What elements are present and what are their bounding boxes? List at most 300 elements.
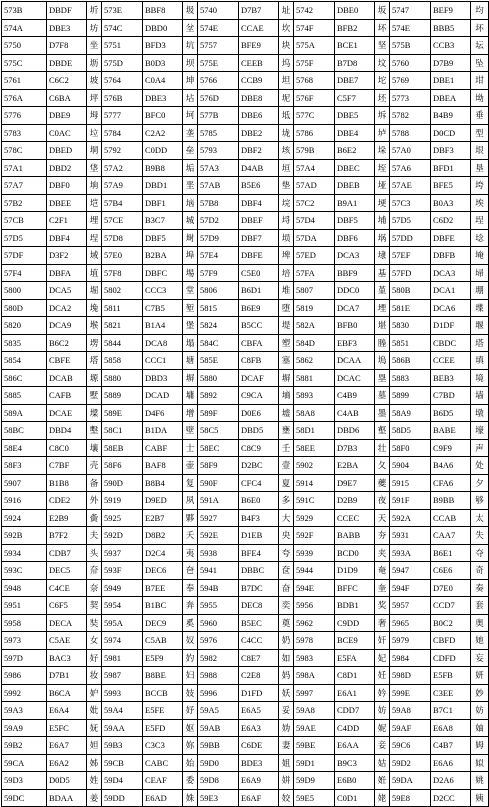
unicode-cell: 59AE (294, 719, 335, 737)
character-cell: 坷 (183, 107, 198, 125)
character-cell: 妫 (279, 719, 294, 737)
unicode-cell: 592E (198, 527, 239, 545)
gb-code-cell: D0E6 (239, 404, 279, 422)
unicode-cell: 58C1 (102, 422, 143, 440)
character-cell: 坚 (375, 37, 390, 55)
gb-code-cell: BCCB (143, 684, 183, 702)
unicode-cell: 573B (2, 2, 47, 20)
unicode-cell: 57A7 (2, 177, 47, 195)
gb-code-cell: BFD1 (431, 159, 471, 177)
gb-code-cell: D1FD (239, 684, 279, 702)
character-cell: 妄 (471, 649, 489, 667)
unicode-cell: 5782 (390, 107, 431, 125)
character-cell: 奄 (375, 562, 390, 580)
unicode-cell: 5916 (2, 492, 47, 510)
character-cell: 埯 (471, 247, 489, 265)
unicode-cell: 593F (102, 562, 143, 580)
gb-code-cell: C6C2 (47, 72, 87, 90)
unicode-cell: 598A (294, 667, 335, 685)
unicode-cell: 57A0 (390, 142, 431, 160)
character-cell: 堇 (375, 282, 390, 300)
table-row (2, 737, 489, 755)
unicode-cell: 59CB (102, 754, 143, 772)
table-row (2, 474, 489, 492)
unicode-cell: 576A (2, 89, 47, 107)
character-cell: 埽 (471, 264, 489, 282)
gb-code-cell: D9E7 (335, 474, 375, 492)
gb-code-cell: B6E9 (239, 299, 279, 317)
character-cell: 奖 (375, 597, 390, 615)
unicode-cell: 57B2 (2, 194, 47, 212)
unicode-cell: 5835 (2, 334, 47, 352)
character-cell: 填 (471, 352, 489, 370)
gb-code-cell: E6A7 (47, 737, 87, 755)
character-cell: 委 (183, 772, 198, 790)
unicode-cell: 5893 (294, 387, 335, 405)
character-cell: 塀 (279, 369, 294, 387)
gb-code-cell: D4F6 (143, 404, 183, 422)
table-row (2, 527, 489, 545)
unicode-cell: 5784 (102, 124, 143, 142)
unicode-cell: 5960 (198, 614, 239, 632)
character-cell: 埘 (183, 229, 198, 247)
unicode-cell: 574F (294, 19, 335, 37)
character-cell: 垮 (471, 177, 489, 195)
table-row (2, 124, 489, 142)
table-row (2, 247, 489, 265)
gb-code-cell: D2B9 (335, 492, 375, 510)
character-cell: 塄 (87, 334, 102, 352)
character-cell: 塁 (375, 369, 390, 387)
gb-code-cell: C2F1 (47, 212, 87, 230)
character-cell: 垲 (87, 194, 102, 212)
character-cell: 妾 (375, 737, 390, 755)
code-table (1, 1, 489, 807)
table-row (2, 422, 489, 440)
character-cell: 塀 (183, 369, 198, 387)
unicode-cell: 59AB (198, 719, 239, 737)
gb-code-cell: D0D5 (47, 772, 87, 790)
table-row (2, 649, 489, 667)
character-cell: 埝 (471, 229, 489, 247)
character-cell: 夜 (375, 492, 390, 510)
unicode-cell: 592B (2, 527, 47, 545)
character-cell: 堪 (375, 317, 390, 335)
gb-code-cell: BEB3 (431, 369, 471, 387)
character-cell: 壹 (279, 457, 294, 475)
table-row (2, 614, 489, 632)
character-cell: 奔 (183, 597, 198, 615)
unicode-cell: 575F (294, 54, 335, 72)
unicode-cell: 5978 (294, 632, 335, 650)
unicode-cell: 57DD (390, 229, 431, 247)
unicode-cell: 5904 (390, 457, 431, 475)
unicode-cell: 57F4 (2, 264, 47, 282)
character-cell: 夸 (279, 544, 294, 562)
table-row (2, 789, 489, 807)
character-cell: 妍 (471, 667, 489, 685)
table-row (2, 457, 489, 475)
unicode-cell: 574E (198, 19, 239, 37)
gb-code-cell: DCA7 (335, 299, 375, 317)
character-cell: 奘 (87, 614, 102, 632)
unicode-cell: 5986 (2, 667, 47, 685)
gb-code-cell: C0AC (47, 124, 87, 142)
gb-code-cell: CABC (143, 754, 183, 772)
character-cell: 坭 (279, 89, 294, 107)
gb-code-cell: D7B9 (431, 54, 471, 72)
gb-code-cell: E6A4 (47, 702, 87, 720)
character-cell: 奚 (183, 614, 198, 632)
gb-code-cell: D7F8 (47, 37, 87, 55)
gb-code-cell: C4B9 (335, 387, 375, 405)
gb-code-cell: CCEC (335, 509, 375, 527)
gb-code-cell: DBF4 (239, 194, 279, 212)
gb-code-cell: B8B4 (143, 474, 183, 492)
gb-code-cell: DBFC (143, 264, 183, 282)
unicode-cell: 57D5 (2, 229, 47, 247)
table-row (2, 72, 489, 90)
unicode-cell: 576F (294, 89, 335, 107)
gb-code-cell: CABF (143, 439, 183, 457)
unicode-cell: 592F (294, 527, 335, 545)
unicode-cell: 57D4 (294, 212, 335, 230)
character-cell: 夭 (183, 527, 198, 545)
unicode-cell: 575C (2, 54, 47, 72)
unicode-cell: 58BC (2, 422, 47, 440)
unicode-cell: 590F (198, 474, 239, 492)
gb-code-cell: D7E0 (431, 579, 471, 597)
unicode-cell: 576D (198, 89, 239, 107)
gb-code-cell: B2BA (143, 247, 183, 265)
gb-code-cell: E6B0 (335, 772, 375, 790)
character-cell: 垅 (279, 124, 294, 142)
gb-code-cell: DBDE (47, 54, 87, 72)
unicode-cell: 5806 (198, 282, 239, 300)
gb-code-cell: DBEA (431, 89, 471, 107)
character-cell: 埙 (279, 229, 294, 247)
character-cell: 埭 (375, 247, 390, 265)
gb-code-cell: C8FB (239, 352, 279, 370)
character-cell: 垧 (87, 177, 102, 195)
gb-code-cell: E5FD (143, 719, 183, 737)
character-cell: 太 (471, 509, 489, 527)
unicode-cell: 5851 (390, 334, 431, 352)
table-row (2, 369, 489, 387)
gb-code-cell: C5E0 (239, 264, 279, 282)
character-cell: 夺 (471, 544, 489, 562)
gb-code-cell: E5F9 (143, 649, 183, 667)
unicode-cell: 5844 (102, 334, 143, 352)
table-row (2, 632, 489, 650)
character-cell: 奁 (279, 562, 294, 580)
unicode-cell: 589A (2, 404, 47, 422)
gb-code-cell: DEC6 (143, 562, 183, 580)
unicode-cell: 57D5 (390, 212, 431, 230)
gb-code-cell: D9ED (143, 492, 183, 510)
gb-code-cell: DBF2 (239, 142, 279, 160)
gb-code-cell: DBD4 (47, 422, 87, 440)
gb-code-cell: BFB0 (335, 317, 375, 335)
character-cell: 奥 (471, 614, 489, 632)
unicode-cell: 58F3 (2, 457, 47, 475)
unicode-cell: 582A (294, 317, 335, 335)
character-cell: 均 (471, 2, 489, 20)
character-cell: 埂 (375, 194, 390, 212)
gb-code-cell: BFB2 (335, 19, 375, 37)
unicode-cell: 57A1 (2, 159, 47, 177)
character-cell: 坏 (471, 19, 489, 37)
gb-code-cell: DCA5 (47, 282, 87, 300)
table-row (2, 579, 489, 597)
gb-code-cell: B6CA (47, 684, 87, 702)
gb-code-cell: D7B7 (239, 2, 279, 20)
gb-code-cell: DBF1 (143, 194, 183, 212)
unicode-cell: 5957 (390, 597, 431, 615)
unicode-cell: 5983 (294, 649, 335, 667)
unicode-cell: 59D4 (102, 772, 143, 790)
unicode-cell: 575E (198, 54, 239, 72)
character-cell: 姊 (87, 754, 102, 772)
character-cell: 夂 (375, 457, 390, 475)
gb-code-cell: B9BB (431, 492, 471, 510)
gb-code-cell: DBF4 (47, 229, 87, 247)
character-cell: 壶 (183, 457, 198, 475)
character-cell: 堂 (183, 282, 198, 300)
character-cell: 妖 (279, 684, 294, 702)
unicode-cell: 57AB (198, 177, 239, 195)
unicode-cell: 5982 (198, 649, 239, 667)
gb-code-cell: D8B2 (143, 527, 183, 545)
unicode-cell: 5955 (198, 597, 239, 615)
character-cell: 妤 (183, 702, 198, 720)
gb-code-cell: E5FC (47, 719, 87, 737)
gb-code-cell: B7EE (143, 579, 183, 597)
unicode-cell: 5954 (102, 597, 143, 615)
unicode-cell: 592D (102, 527, 143, 545)
character-cell: 妈 (279, 667, 294, 685)
table-row (2, 667, 489, 685)
gb-code-cell: DBD1 (143, 177, 183, 195)
unicode-cell: 5883 (390, 369, 431, 387)
gb-code-cell: DBF6 (335, 229, 375, 247)
unicode-cell: 593C (2, 562, 47, 580)
unicode-cell: 5768 (294, 72, 335, 90)
character-cell: 姨 (471, 789, 489, 807)
unicode-cell: 5740 (198, 2, 239, 20)
table-row (2, 282, 489, 300)
gb-code-cell: DCAE (47, 404, 87, 422)
unicode-cell: 58F9 (198, 457, 239, 475)
character-cell: 垤 (375, 159, 390, 177)
gb-code-cell: C6F5 (47, 597, 87, 615)
gb-code-cell: DBE8 (239, 89, 279, 107)
unicode-cell: 578C (2, 142, 47, 160)
character-cell: 妲 (87, 737, 102, 755)
character-cell: 夫 (87, 527, 102, 545)
unicode-cell: 58EC (198, 439, 239, 457)
character-cell: 垓 (279, 142, 294, 160)
unicode-cell: 57A9 (102, 177, 143, 195)
character-cell: 姘 (279, 772, 294, 790)
table-row (2, 159, 489, 177)
character-cell: 堀 (87, 282, 102, 300)
unicode-cell: 577B (198, 107, 239, 125)
gb-code-cell: DBD3 (143, 369, 183, 387)
character-cell: 外 (87, 492, 102, 510)
gb-code-cell: DCA3 (431, 264, 471, 282)
gb-code-cell: DEC9 (143, 614, 183, 632)
gb-code-cell: CBFD (431, 632, 471, 650)
table-row (2, 212, 489, 230)
gb-code-cell: D0CD (431, 124, 471, 142)
unicode-cell: 5807 (294, 282, 335, 300)
unicode-cell: 590D (102, 474, 143, 492)
character-cell: 壮 (375, 439, 390, 457)
gb-code-cell: DBE7 (335, 72, 375, 90)
unicode-cell: 5934 (2, 544, 47, 562)
unicode-cell: 5919 (102, 492, 143, 510)
gb-code-cell: DCAF (239, 369, 279, 387)
character-cell: 奴 (183, 632, 198, 650)
unicode-cell: 5776 (2, 107, 47, 125)
gb-code-cell: B1A4 (143, 317, 183, 335)
character-cell: 城 (183, 212, 198, 230)
gb-code-cell: DBEB (335, 177, 375, 195)
character-cell: 塔 (87, 352, 102, 370)
character-cell: 墙 (471, 387, 489, 405)
unicode-cell: 57CE (102, 212, 143, 230)
gb-code-cell: D2BC (239, 457, 279, 475)
unicode-cell: 5996 (198, 684, 239, 702)
character-cell: 坨 (375, 72, 390, 90)
unicode-cell: 584C (198, 334, 239, 352)
unicode-cell: 57DA (294, 229, 335, 247)
character-cell: 夯 (375, 527, 390, 545)
unicode-cell: 5956 (294, 597, 335, 615)
character-cell: 址 (279, 2, 294, 20)
unicode-cell: 59D9 (294, 772, 335, 790)
unicode-cell: 57AD (294, 177, 335, 195)
unicode-cell: 5997 (294, 684, 335, 702)
unicode-cell: 5907 (2, 474, 47, 492)
unicode-cell: 575B (390, 37, 431, 55)
gb-code-cell: DBDF (47, 2, 87, 20)
character-cell: 坊 (87, 19, 102, 37)
character-cell: 垣 (279, 159, 294, 177)
character-cell: 奋 (279, 579, 294, 597)
character-cell: 妯 (471, 719, 489, 737)
character-cell: 垦 (471, 159, 489, 177)
unicode-cell: 5951 (2, 597, 47, 615)
gb-code-cell: CCAE (239, 19, 279, 37)
gb-code-cell: D1EB (239, 527, 279, 545)
gb-code-cell: CEAF (143, 772, 183, 790)
character-cell: 大 (279, 509, 294, 527)
character-cell: 墒 (279, 387, 294, 405)
character-cell: 垛 (375, 142, 390, 160)
character-cell: 塍 (375, 334, 390, 352)
character-cell: 妳 (183, 737, 198, 755)
character-cell: 奕 (279, 597, 294, 615)
character-cell: 夤 (87, 509, 102, 527)
unicode-cell: 5750 (2, 37, 47, 55)
gb-code-cell: C2A2 (143, 124, 183, 142)
gb-code-cell: D7B3 (335, 439, 375, 457)
gb-code-cell: D4AB (239, 159, 279, 177)
character-cell: 埋 (87, 212, 102, 230)
unicode-cell: 5939 (294, 544, 335, 562)
unicode-cell: 58F6 (102, 457, 143, 475)
character-cell: 女 (87, 632, 102, 650)
unicode-cell: 599E (390, 684, 431, 702)
unicode-cell: 57FD (390, 264, 431, 282)
unicode-cell: 5858 (102, 352, 143, 370)
unicode-cell: 59D0 (198, 754, 239, 772)
unicode-cell: 581E (390, 299, 431, 317)
unicode-cell: 577C (294, 107, 335, 125)
gb-code-cell: C7BF (47, 457, 87, 475)
gb-code-cell: DBF5 (335, 212, 375, 230)
gb-code-cell: DBD2 (47, 159, 87, 177)
character-cell: 坜 (87, 54, 102, 72)
unicode-cell: 59DD (102, 789, 143, 807)
unicode-cell: 5760 (390, 54, 431, 72)
unicode-cell: 5944 (294, 562, 335, 580)
character-cell: 姒 (471, 754, 489, 772)
gb-code-cell: DBD6 (335, 422, 375, 440)
gb-code-cell: CDB7 (47, 544, 87, 562)
unicode-cell: 57C2 (294, 194, 335, 212)
character-cell: 垃 (87, 124, 102, 142)
gb-code-cell: DBE6 (239, 107, 279, 125)
character-cell: 垡 (87, 159, 102, 177)
gb-code-cell: B4A6 (431, 457, 471, 475)
gb-code-cell: C3C3 (143, 737, 183, 755)
unicode-cell: 594F (390, 579, 431, 597)
gb-code-cell: B7DC (239, 579, 279, 597)
table-row (2, 317, 489, 335)
unicode-cell: 5811 (102, 299, 143, 317)
gb-code-cell: E6AF (239, 789, 279, 807)
gb-code-cell: BBF8 (143, 2, 183, 20)
character-cell: 塑 (279, 334, 294, 352)
unicode-cell: 58D1 (294, 422, 335, 440)
unicode-cell: 57DF (2, 247, 47, 265)
character-cell: 妨 (375, 702, 390, 720)
character-cell: 妻 (279, 737, 294, 755)
character-cell: 契 (87, 597, 102, 615)
character-cell: 垫 (279, 177, 294, 195)
gb-code-cell: DCA2 (47, 299, 87, 317)
gb-code-cell: E6A1 (335, 684, 375, 702)
table-row (2, 387, 489, 405)
gb-code-cell: CFC4 (239, 474, 279, 492)
gb-code-cell: CCB3 (431, 37, 471, 55)
character-cell: 埸 (183, 264, 198, 282)
character-cell: 奏 (471, 579, 489, 597)
gb-code-cell: B5E6 (239, 177, 279, 195)
unicode-cell: 591C (294, 492, 335, 510)
gb-code-cell: CBDC (431, 334, 471, 352)
gb-code-cell: DBD5 (239, 422, 279, 440)
character-cell: 姓 (87, 772, 102, 790)
table-row (2, 439, 489, 457)
unicode-cell: 5981 (102, 649, 143, 667)
character-cell: 墉 (183, 387, 198, 405)
unicode-cell: 5769 (390, 72, 431, 90)
gb-code-cell: CCEE (431, 352, 471, 370)
